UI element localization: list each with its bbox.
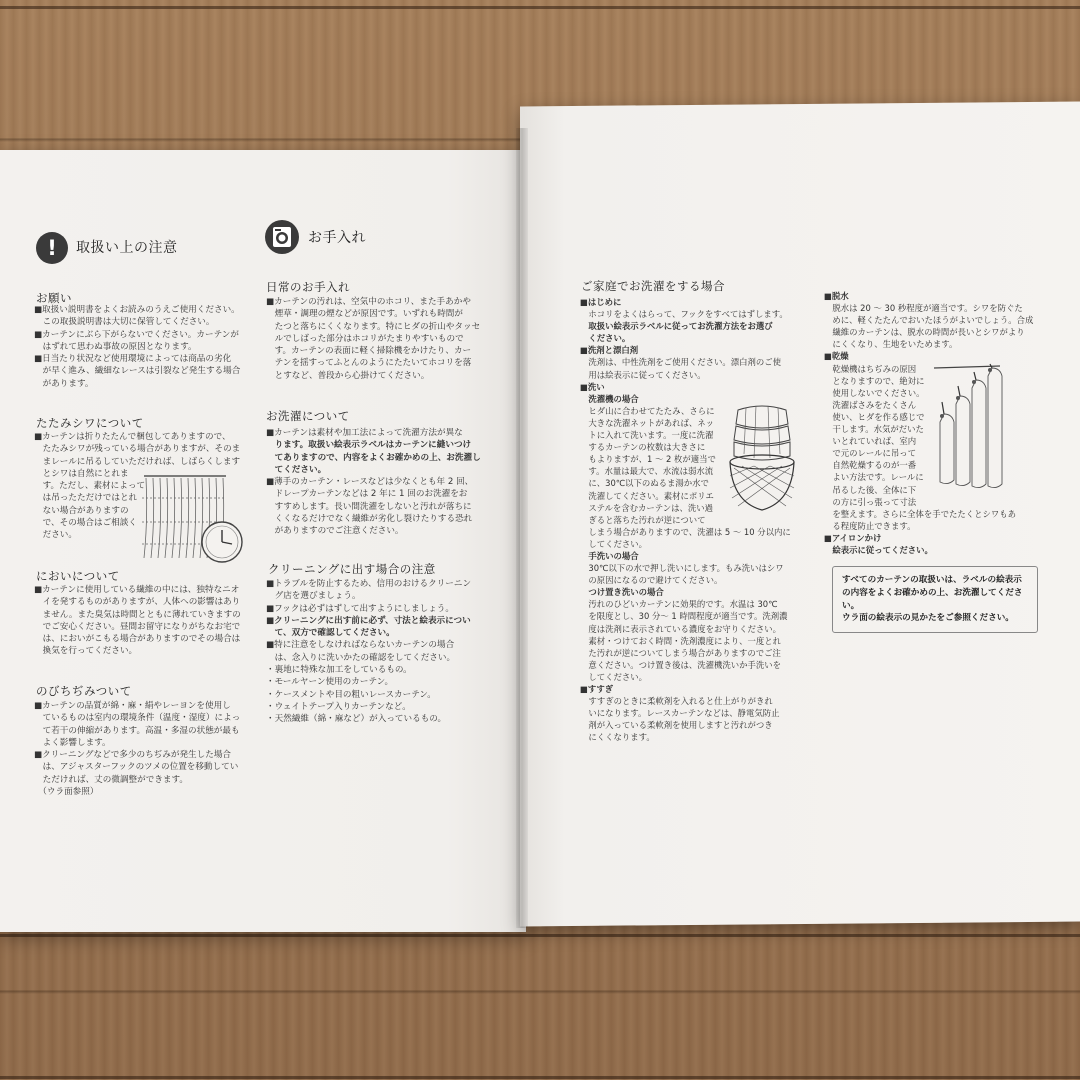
- text-line: 度は洗剤に表示されている濃度をお守りください。: [580, 623, 781, 634]
- text-line: となりますので、絶対に: [824, 375, 925, 386]
- text-line: ■乾燥: [824, 351, 849, 362]
- home-wash-text: [580, 296, 812, 743]
- floor-seam: [0, 6, 1080, 9]
- text-line: 換気を行ってください。: [34, 646, 138, 657]
- text-line: がありますのでご注意ください。: [266, 526, 404, 537]
- text-line: 使用しないでください。: [824, 387, 925, 398]
- text-line: ・モールヤーン使用のカーテン。: [266, 677, 394, 688]
- text-line: いとれていれば、室内: [824, 436, 917, 447]
- text-line: はずれて思わぬ事故の原因となります。: [34, 341, 197, 352]
- text-line: ■クリーニングなどで多少のちぢみが発生した場合: [34, 750, 232, 761]
- text-line: 絵表示に従ってください。: [824, 544, 933, 555]
- text-line: てください。: [266, 464, 327, 475]
- text-line: ・天然繊維（綿・麻など）が入っているもの。: [266, 714, 447, 725]
- text-line: にくくなり、生地をいためます。: [824, 339, 958, 350]
- text-line: ヒダ山に合わせてたたみ、さらに: [580, 405, 715, 416]
- text-line: ドレープカーテンなどは 2 年に 1 回のお洗濯をお: [266, 489, 468, 500]
- care-heading: お手入れ: [308, 230, 366, 246]
- text-line: 繊維のカーテンは、脱水の時間が長いとシワがより: [824, 327, 1025, 338]
- floor-seam: [0, 1076, 1080, 1079]
- text-line: にくくなります。: [580, 732, 655, 743]
- text-line: ■フックは必ずはずして出すようにしましょう。: [266, 603, 454, 614]
- text-line: の方に引っ張って寸法: [824, 496, 917, 507]
- text-line: してください。: [580, 671, 647, 682]
- text-line: ■すすぎ: [580, 684, 614, 694]
- text-line: 剤が入っている柔軟剤を使用しますと汚れがつき: [580, 720, 773, 731]
- text-line: が早く進み、繊細なレースは引裂など発生する場合: [34, 366, 241, 377]
- text-line: て若干の伸縮があります。高温・多湿の状態が最も: [34, 725, 240, 736]
- text-line: ・ウェイトテープ入りカーテンなど。: [266, 701, 411, 712]
- text-line: ■カーテンは折りたたんで梱包してありますので、: [34, 432, 231, 442]
- text-line: とシワは自然にとれま: [34, 468, 129, 479]
- text-line: ■カーテンに使用している繊維の中には、独特なニオ: [34, 585, 240, 595]
- laundry-net-illustration: [726, 402, 800, 518]
- text-line: グ店を選びましょう。: [266, 591, 361, 602]
- exclamation-icon: !: [36, 232, 68, 264]
- odor-text: [34, 584, 259, 658]
- text-line: ステルを含むカーテンは、洗い過: [580, 502, 713, 513]
- hanging-curtain-illustration: [930, 362, 1036, 496]
- text-line: めに、軽くたたんでおいたほうがよいでしょう。合成: [824, 315, 1034, 326]
- text-line: 大きな洗濯ネットがあれば、ネッ: [580, 417, 714, 428]
- text-line: すすめします。長い間洗濯をしないと汚れが落ちに: [266, 501, 472, 512]
- text-line: とすなど、普段から心掛けてください。: [266, 370, 430, 381]
- text-line: 汚れのひどいカーテンに効果的です。水温は 30℃: [580, 599, 778, 610]
- text-line: で元のレールに吊って: [824, 448, 916, 459]
- text-line: の内容をよくお確かめの上、お洗濯してください。: [842, 587, 1023, 611]
- note-box: [832, 566, 1038, 633]
- text-line: す。水量は最大で、水流は弱水流: [580, 466, 714, 477]
- text-line: 洗濯機の場合: [580, 393, 639, 404]
- text-line: 自然乾燥するのが一番: [824, 460, 917, 471]
- text-line: くくなるだけでなく繊維が劣化し裂けたりする恐れ: [266, 514, 473, 525]
- text-line: トに入れて洗います。一度に洗濯: [580, 430, 714, 441]
- curtain-clock-illustration: [140, 470, 248, 570]
- washing-text: [266, 427, 506, 538]
- text-line: てありますので、内容をよくお確かめの上、お洗濯し: [266, 452, 481, 463]
- text-line: ■洗剤と漂白剤: [580, 345, 639, 356]
- cleaning-text: [266, 578, 506, 726]
- text-line: ただければ、丈の微調整ができます。: [34, 774, 189, 785]
- text-line: つけ置き洗いの場合: [580, 587, 664, 598]
- text-line: この取扱説明書は大切に保管してください。: [34, 317, 215, 328]
- text-line: 手洗いの場合: [580, 550, 639, 561]
- text-line: まレールに吊るしていただければ、しばらくします: [34, 456, 241, 467]
- text-line: は、においがこもる場合がありますのでその場合は: [34, 634, 241, 645]
- text-line: イを発するものがありますが、人体への影響はあり: [34, 597, 241, 608]
- text-line: たつと落ちにくくなります。特にヒダの折山やタッセ: [266, 321, 481, 332]
- text-line: は吊ったただけではとれ: [34, 493, 138, 504]
- booklet-gutter: [516, 128, 528, 928]
- text-line: ■薄手のカーテン・レースなどは少なくとも年 2 回、: [266, 477, 474, 488]
- washing-title: お洗濯について: [266, 409, 350, 423]
- text-line: たたみシワが残っている場合がありますが、そのま: [34, 444, 241, 455]
- text-line: た汚れが逆についてしまう場合がありますのでご注: [580, 647, 781, 658]
- caution-heading: 取扱い上の注意: [76, 240, 178, 256]
- folds-title: たたみシワについて: [36, 416, 144, 430]
- text-line: もよりますが、1 ～ 2 枚が適当で: [580, 454, 716, 465]
- text-line: 用は絵表示に従ってください。: [580, 369, 706, 380]
- text-line: しまう場合がありますので、洗濯は 5 ～ 10 分以内に: [580, 526, 791, 537]
- text-line: ているものは室内の環境条件（温度・湿度）によっ: [34, 713, 241, 724]
- text-line: を限度とし、30 分～ 1 時間程度が適当です。洗剤濃: [580, 611, 788, 622]
- text-line: ります。取扱い絵表示ラベルはカーテンに縫いつけ: [266, 440, 472, 451]
- text-line: テンを揺すってふとんのようにたたいてホコリを落: [266, 358, 472, 369]
- text-line: ・裏地に特殊な加工をしているもの。: [266, 665, 412, 676]
- text-line: 素材・つけておく時間・洗剤濃度により、一度とれ: [580, 635, 781, 646]
- daily-care-text: [266, 296, 506, 382]
- text-line: ■カーテンは素材や加工法によって洗濯方法が異な: [266, 428, 463, 438]
- text-line: （ウラ面参照）: [34, 787, 99, 798]
- text-line: す。ただし、素材によって: [34, 481, 146, 492]
- text-line: ・ケースメントや目の粗いレースカーテン。: [266, 689, 436, 700]
- text-line: 洗濯ばさみをたくさん: [824, 399, 917, 410]
- text-line: 吊るした後、全体に下: [824, 484, 917, 495]
- text-line: ぎると落ちた汚れが逆について: [580, 514, 706, 525]
- text-line: る程度防止できます。: [824, 520, 916, 531]
- text-line: ■はじめに: [580, 297, 622, 307]
- text-line: 干します。水気がだいた: [824, 424, 924, 435]
- washing-machine-icon: [264, 219, 300, 259]
- text-line: ■カーテンの汚れは、空気中のホコリ、また手あかや: [266, 297, 471, 307]
- text-line: してください。: [580, 538, 647, 549]
- text-line: は、アジャスターフックのツメの位置を移動してい: [34, 762, 239, 773]
- text-line: ■特に注意をしなければならないカーテンの場合: [266, 640, 455, 651]
- text-line: ません。また臭気は時間とともに薄れていきますの: [34, 609, 241, 620]
- text-line: 洗剤は、中性洗剤をご使用ください。漂白剤のご使: [580, 357, 781, 368]
- text-line: ■洗い: [580, 381, 605, 392]
- text-line: よい方法です。レールに: [824, 472, 924, 483]
- text-line: ■取扱い説明書をよくお読みのうえご使用ください。: [34, 305, 240, 315]
- text-line: よく影響します。: [34, 737, 111, 748]
- text-line: を整えます。さらに全体を手でたたくとシワもあ: [824, 508, 1016, 519]
- text-line: て、双方で確認してください。: [266, 628, 395, 639]
- text-line: があります。: [34, 378, 94, 389]
- text-line: ルでしばった部分はホコリがたまりやすいもので: [266, 333, 464, 344]
- cleaning-title: クリーニングに出す場合の注意: [268, 562, 436, 576]
- text-line: す。カーテンの表面に軽く掃除機をかけたり、カー: [266, 346, 472, 357]
- text-line: 30℃以下の水で押し洗いにします。もみ洗いはシワ: [580, 563, 784, 574]
- floor-seam: [0, 934, 1080, 937]
- text-line: ない場合がありますの: [34, 505, 129, 516]
- text-line: いになります。レースカーテンなどは、静電気防止: [580, 708, 780, 719]
- text-line: に、30℃以下のぬるま湯か水で: [580, 478, 709, 489]
- text-line: ■カーテンにぶら下がらないでください。カーテンが: [34, 329, 239, 340]
- text-line: 意ください。つけ置き後は、洗濯機洗いか手洗いを: [580, 659, 781, 670]
- text-line: すすぎのときに柔軟剤を入れると仕上がりがきれ: [580, 696, 773, 707]
- text-line: 取扱い絵表示ラベルに従ってお洗濯方法をお選び: [580, 321, 773, 332]
- text-line: ■カーテンの品質が綿・麻・絹やレーヨンを使用し: [34, 701, 231, 711]
- text-line: すべてのカーテンの取扱いは、ラベルの絵表示: [842, 575, 1022, 585]
- shrink-text: [34, 700, 259, 798]
- daily-care-title: 日常のお手入れ: [266, 280, 350, 294]
- text-line: ださい。: [34, 530, 77, 541]
- text-line: ください。: [580, 333, 631, 344]
- shrink-title: のびちぢみついて: [36, 684, 132, 698]
- text-line: 煙草・調理の煙などが原因です。いずれも時間が: [266, 309, 463, 320]
- text-line: は、念入りに洗いかたの確認をしてください。: [266, 652, 456, 663]
- text-line: 使い、ヒダを作る感じで: [824, 411, 925, 422]
- text-line: 脱水は 20 ～ 30 秒程度が適当です。シワを防ぐた: [824, 303, 1023, 314]
- odor-title: においについて: [36, 569, 120, 583]
- text-line: でご安心ください。昼間お留守になりがちなお宅で: [34, 621, 241, 632]
- request-title: お願い: [36, 291, 72, 305]
- text-line: ホコリをよくはらって、フックをすべてはずします。: [580, 309, 788, 320]
- text-line: で、その場合はご相談く: [34, 518, 137, 529]
- text-line: ■トラブルを防止するため、信用のおけるクリーニン: [266, 579, 472, 589]
- text-line: ウラ面の絵表示の見かたをご参照ください。: [842, 613, 1014, 624]
- text-line: 洗濯してください。素材にポリエ: [580, 490, 714, 501]
- text-line: ■クリーニングに出す前に必ず、寸法と絵表示につい: [266, 615, 471, 626]
- text-line: するカーテンの枚数は大きさに: [580, 442, 706, 453]
- text-line: ■脱水: [824, 291, 849, 301]
- text-line: の原因になるので避けてください。: [580, 575, 723, 586]
- text-line: ■日当たり状況など使用環境によっては商品の劣化: [34, 354, 232, 365]
- home-wash-title: ご家庭でお洗濯をする場合: [581, 279, 725, 293]
- request-text: [34, 304, 254, 390]
- text-line: ■アイロンかけ: [824, 532, 882, 543]
- text-line: 乾燥機はちぢみの原因: [824, 363, 917, 374]
